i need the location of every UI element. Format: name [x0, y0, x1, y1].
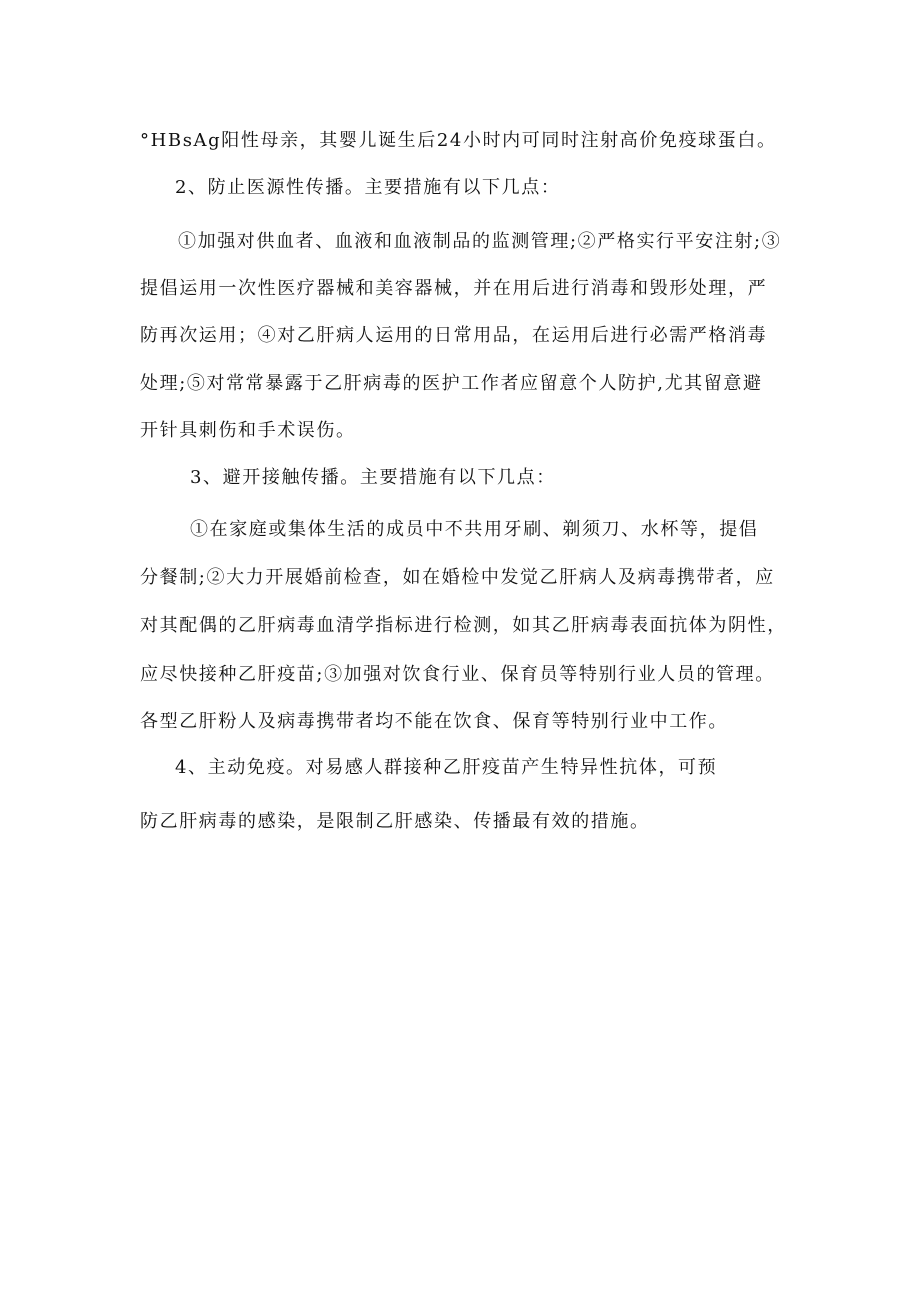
text-line-1: °HBsAg阳性母亲，其婴儿诞生后24小时内可同时注射高价免疫球蛋白。 [140, 130, 777, 151]
text-line-6: 处理;⑤对常常暴露于乙肝病毒的医护工作者应留意个人防护,尤其留意避 [140, 373, 763, 394]
text-line-10: 分餐制;②大力开展婚前检查，如在婚检中发觉乙肝病人及病毒携带者，应 [140, 567, 775, 588]
text-line-13: 各型乙肝粉人及病毒携带者均不能在饮食、保育等特别行业中工作。 [140, 711, 728, 732]
text-line-4: 提倡运用一次性医疗器械和美容器械，并在用后进行消毒和毁形处理，严 [140, 278, 768, 299]
text-line-12: 应尽快接种乙肝疫苗;③加强对饮食行业、保育员等特别行业人员的管理。 [140, 664, 775, 685]
text-line-9: ①在家庭或集体生活的成员中不共用牙刷、剃须刀、水杯等，提倡 [190, 519, 759, 540]
text-line-15: 防乙肝病毒的感染，是限制乙肝感染、传播最有效的措施。 [140, 811, 650, 832]
text-line-3: ①加强对供血者、血液和血液制品的监测管理;②严格实行平安注射;③ [178, 231, 782, 252]
text-line-5: 防再次运用；④对乙肝病人运用的日常用品，在运用后进行必需严格消毒 [140, 325, 768, 346]
text-line-2: 2、防止医源性传播。主要措施有以下几点： [175, 177, 561, 198]
text-line-14: 4、主动免疫。对易感人群接种乙肝疫苗产生特异性抗体，可预 [175, 757, 718, 778]
text-line-8: 3、避开接触传播。主要措施有以下几点： [190, 467, 556, 488]
text-line-7: 开针具刺伤和手术误伤。 [140, 420, 356, 441]
text-line-11: 对其配偶的乙肝病毒血清学指标进行检测，如其乙肝病毒表面抗体为阴性， [140, 615, 787, 636]
